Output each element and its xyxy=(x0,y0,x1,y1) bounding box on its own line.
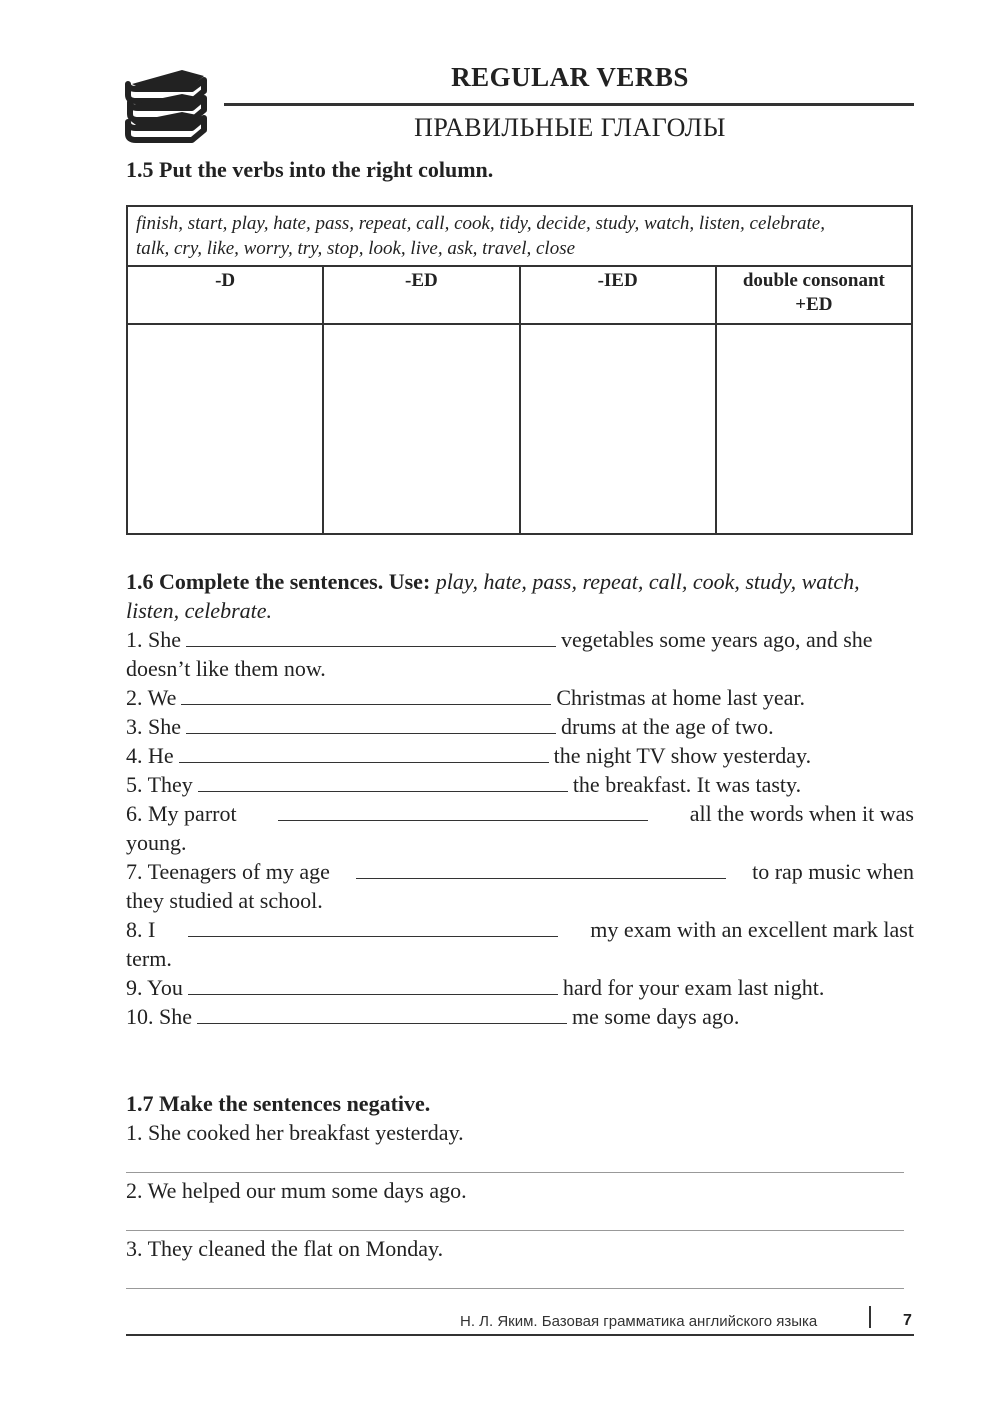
books-stack-icon xyxy=(122,64,210,144)
answer-blank[interactable] xyxy=(197,1003,567,1024)
exercise-1-7-heading: 1.7 Make the sentences negative. xyxy=(126,1091,431,1116)
page-number: 7 xyxy=(903,1312,912,1329)
verbs-table xyxy=(126,205,913,535)
sentence-6-continued: young. xyxy=(126,830,187,855)
word-bank xyxy=(127,206,912,266)
answer-blank[interactable] xyxy=(356,858,726,879)
negative-sentence-2: 2. We helped our mum some days ago. xyxy=(126,1178,467,1203)
footer-separator xyxy=(869,1306,871,1328)
column-header-d: -D xyxy=(127,266,323,324)
answer-cell-ed[interactable] xyxy=(323,324,519,534)
column-header-ied: -IED xyxy=(520,266,716,324)
sentence-10: 10. She me some days ago. xyxy=(126,1004,740,1029)
answer-cell-ied[interactable] xyxy=(520,324,716,534)
answer-line[interactable] xyxy=(126,1172,904,1173)
answer-blank[interactable] xyxy=(186,713,556,734)
sentence-9: 9. You hard for your exam last night. xyxy=(126,975,825,1000)
sentence-2: 2. We Christmas at home last year. xyxy=(126,685,806,710)
column-header-ed: -ED xyxy=(323,266,519,324)
title-divider xyxy=(224,103,914,106)
sentence-6: 6. My parrot all the words when it was xyxy=(126,801,914,826)
answer-blank[interactable] xyxy=(188,974,558,995)
sentence-8: 8. I my exam with an excellent mark last xyxy=(126,917,914,942)
sentence-1: 1. She vegetables some years ago, and she xyxy=(126,627,873,652)
sentence-7-continued: they studied at school. xyxy=(126,888,323,913)
sentence-1-continued: doesn’t like them now. xyxy=(126,656,326,681)
page-title: REGULAR VERBS xyxy=(451,62,689,92)
answer-blank[interactable] xyxy=(186,626,556,647)
sentence-5: 5. They the breakfast. It was tasty. xyxy=(126,772,802,797)
exercise-1-6-word-list: listen, celebrate. xyxy=(126,598,273,623)
footer-book-title: Н. Л. Яким. Базовая грамматика английского языка xyxy=(460,1313,818,1330)
negative-sentence-1: 1. She cooked her breakfast yesterday. xyxy=(126,1120,464,1145)
word-bank-line: talk, cry, like, worry, try, stop, look, live, ask, travel, close xyxy=(136,238,576,259)
exercise-1-5-heading: 1.5 Put the verbs into the right column. xyxy=(126,157,494,182)
word-bank-line: finish, start, play, hate, pass, repeat, call, cook, tidy, decide, study, watch, listen, celebrate, xyxy=(136,213,825,234)
answer-cell-d[interactable] xyxy=(127,324,323,534)
answer-blank[interactable] xyxy=(179,742,549,763)
sentence-8-continued: term. xyxy=(126,946,172,971)
sentence-7: 7. Teenagers of my age to rap music when xyxy=(126,859,914,884)
column-header-double-consonant: double consonant +ED xyxy=(716,266,912,324)
answer-blank[interactable] xyxy=(181,684,551,705)
page-subtitle: ПРАВИЛЬНЫЕ ГЛАГОЛЫ xyxy=(414,113,726,142)
negative-sentence-3: 3. They cleaned the flat on Monday. xyxy=(126,1236,444,1261)
sentence-4: 4. He the night TV show yesterday. xyxy=(126,743,812,768)
exercise-1-6-heading: 1.6 Complete the sentences. Use: play, hate, pass, repeat, call, cook, study, watch, xyxy=(126,569,860,594)
answer-blank[interactable] xyxy=(188,916,558,937)
answer-line[interactable] xyxy=(126,1288,904,1289)
sentence-3: 3. She drums at the age of two. xyxy=(126,714,774,739)
answer-blank[interactable] xyxy=(278,800,648,821)
answer-cell-double-consonant[interactable] xyxy=(716,324,912,534)
footer-divider xyxy=(126,1334,914,1336)
answer-line[interactable] xyxy=(126,1230,904,1231)
answer-blank[interactable] xyxy=(198,771,568,792)
